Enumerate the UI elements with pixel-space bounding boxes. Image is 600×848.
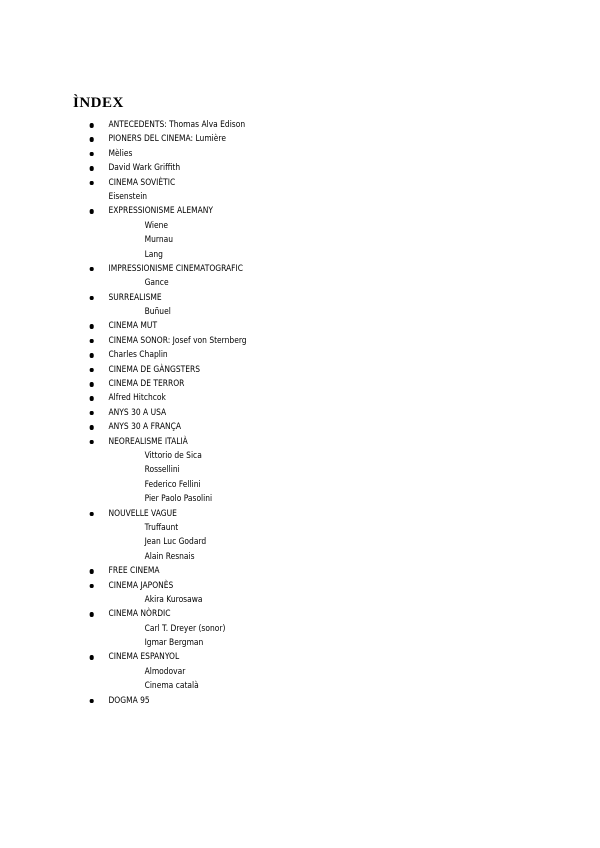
index-subentry [88, 305, 482, 319]
bullet-icon [90, 368, 94, 373]
index-subentry [88, 219, 482, 233]
index-subentry [88, 636, 482, 650]
bullet-icon [90, 425, 94, 430]
index-subentry [88, 190, 482, 204]
entry-text: Jean Luc Godard [144, 536, 207, 548]
entry-text: CINEMA SOVIÈTIC [108, 176, 176, 188]
entry-text: Akira Kurosawa [144, 593, 203, 605]
index-subentry [88, 449, 482, 463]
entry-text: CINEMA ESPANYOL [108, 651, 180, 663]
index-subentry [88, 478, 482, 492]
bullet-icon [90, 440, 94, 445]
entry-text: Pier Paolo Pasolini [144, 493, 213, 505]
index-entry [88, 348, 482, 362]
index-subentry [88, 679, 482, 693]
index-entry [88, 334, 482, 348]
entry-text: Charles Chaplin [108, 349, 168, 361]
entry-text: ANYS 30 A USA [108, 406, 167, 418]
bullet-icon [90, 382, 94, 387]
entry-text: Gance [144, 277, 169, 289]
bullet-icon [90, 166, 94, 171]
entry-text: Wiene [144, 219, 169, 231]
bullet-icon [90, 396, 94, 401]
bullet-icon [90, 181, 94, 186]
entry-text: CINEMA SONOR: Josef von Sternberg [108, 334, 247, 346]
entry-text: CINEMA JAPONÈS [108, 579, 174, 591]
entry-text: Rossellini [144, 464, 180, 476]
index-entry [88, 694, 482, 708]
entry-text: Igmar Bergman [144, 637, 204, 649]
entry-text: Almodovar [144, 665, 186, 677]
entry-text: Federico Fellini [144, 478, 201, 490]
entry-text: CINEMA DE TERROR [108, 378, 185, 390]
index-entry [88, 363, 482, 377]
entry-text: NEOREALISME ITALIÀ [108, 435, 188, 447]
entry-text: CINEMA DE GÀNGSTERS [108, 363, 201, 375]
index-subentry [88, 550, 482, 564]
bullet-icon [90, 699, 94, 704]
index-entry [88, 607, 482, 621]
entry-text: SURREALISME [108, 291, 162, 303]
entry-text: Cinema català [144, 680, 199, 692]
entry-text: David Wark Griffith [108, 162, 181, 174]
index-entry [88, 377, 482, 391]
entry-text: FREE CINEMA [108, 565, 160, 577]
index-subentry [88, 622, 482, 636]
entry-text: Alfred Hitchcok [108, 392, 166, 404]
bullet-icon [90, 612, 94, 617]
entry-text: Buñuel [144, 306, 171, 318]
index-subentry [88, 521, 482, 535]
bullet-icon [90, 512, 94, 517]
index-entry [88, 132, 482, 146]
index-subentry [88, 233, 482, 247]
entry-text: Truffaunt [144, 521, 179, 533]
bullet-icon [90, 123, 94, 128]
entry-text: CINEMA MUT [108, 320, 158, 332]
bullet-icon [90, 569, 94, 574]
index-entry [88, 176, 482, 190]
entry-text: Lang [144, 248, 163, 260]
entry-text: Alain Resnais [144, 550, 195, 562]
index-subentry [88, 248, 482, 262]
index-entry [88, 650, 482, 664]
entry-text: IMPRESSIONISME CINEMATOGRAFIC [108, 262, 243, 274]
index-subentry [88, 276, 482, 290]
bullet-icon [90, 411, 94, 416]
entry-text: DOGMA 95 [108, 694, 150, 706]
bullet-icon [90, 267, 94, 272]
index-subentry [88, 463, 482, 477]
bullet-icon [90, 339, 94, 344]
entry-text: EXPRESSIONISME ALEMANY [108, 205, 213, 217]
index-entry [88, 262, 482, 276]
entry-text: ANYS 30 A FRANÇA [108, 421, 182, 433]
bullet-icon [90, 137, 94, 142]
bullet-icon [90, 584, 94, 589]
index-entry [88, 435, 482, 449]
index-list [88, 118, 568, 708]
entry-text: Eisenstein [108, 190, 148, 202]
index-entry [88, 291, 482, 305]
entry-text: CINEMA NÒRDIC [108, 608, 171, 620]
index-entry [88, 507, 482, 521]
index-subentry [88, 535, 482, 549]
entry-text: Murnau [144, 234, 173, 246]
entry-text: ANTECEDENTS: Thomas Alva Edison [108, 119, 246, 130]
index-entry [88, 319, 482, 333]
index-subentry [88, 492, 482, 506]
bullet-icon [90, 209, 94, 214]
bullet-icon [90, 296, 94, 301]
index-entry [88, 420, 482, 434]
entry-text: Mèlies [108, 147, 133, 159]
entry-text: NOUVELLE VAGUE [108, 507, 177, 519]
index-subentry [88, 665, 482, 679]
index-entry [88, 161, 482, 175]
bullet-icon [90, 655, 94, 660]
index-entry [88, 406, 482, 420]
index-entry [88, 204, 482, 218]
index-entry [88, 118, 482, 132]
bullet-icon [90, 324, 94, 329]
entry-text: Carl T. Dreyer (sonor) [144, 622, 226, 634]
bullet-icon [90, 152, 94, 157]
bullet-icon [90, 353, 94, 358]
page-title: ÌNDEX [73, 95, 124, 111]
index-entry [88, 147, 482, 161]
index-subentry [88, 593, 482, 607]
index-entry [88, 391, 482, 405]
index-entry [88, 564, 482, 578]
entry-text: Vittorio de Sica [144, 449, 202, 461]
index-entry [88, 579, 482, 593]
entry-text: PIONERS DEL CINEMA: Lumière [108, 133, 226, 145]
